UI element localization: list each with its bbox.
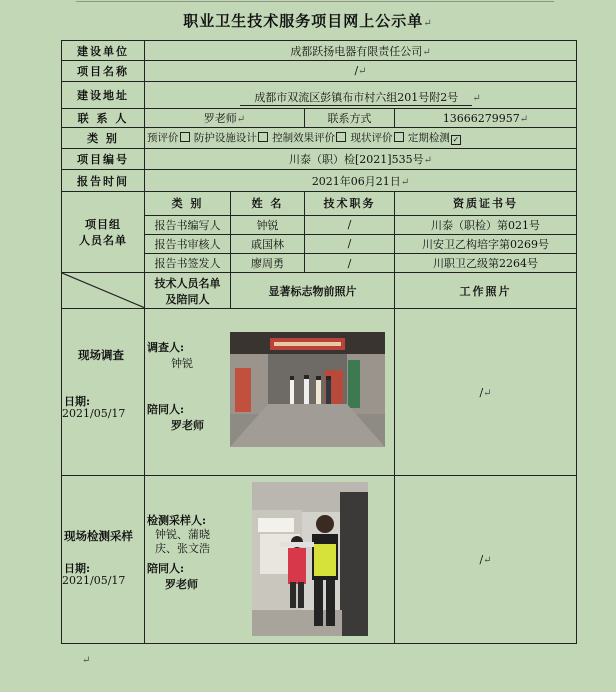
sampling-label: 现场检测采样: [64, 529, 133, 544]
row-number: [62, 148, 577, 169]
survey-label: 现场调查: [78, 347, 124, 362]
staff-role: 报告书编写人: [145, 215, 231, 234]
survey-label-cell: [62, 308, 145, 476]
staff-name: 戚国林: [231, 234, 305, 253]
staff-header-row: [62, 192, 577, 215]
photos-header-row: [62, 273, 577, 309]
sampling-companion-label: 陪同人:: [147, 562, 185, 576]
sampling-row: [62, 476, 577, 644]
notice-table: [61, 40, 577, 644]
staff-col-header: 技术人员名单 及陪同人: [145, 273, 231, 309]
staff-name: 廖周勇: [231, 254, 305, 273]
staff-header-name: 姓 名: [231, 192, 305, 215]
checkbox-icon[interactable]: [258, 132, 268, 142]
sampler-label: 检测采样人:: [147, 514, 207, 528]
type-option[interactable]: 现状评价: [351, 132, 405, 144]
unit-value: 成都跃扬电器有限责任公司↵: [145, 41, 577, 61]
checkbox-icon[interactable]: [336, 132, 346, 142]
survey-date-label: 日期:: [64, 394, 91, 408]
checkbox-checked-icon[interactable]: ✓: [452, 135, 460, 145]
investigator-label: 调查人:: [147, 340, 185, 354]
staff-title: /: [305, 234, 395, 253]
sampler-value: 钟锐、蒲晓庆、张文浩: [155, 528, 210, 556]
staff-header-title: 技术职务: [305, 192, 395, 215]
survey-work-photo: /↵: [395, 308, 577, 476]
staff-title: /: [305, 215, 395, 234]
staff-cert: 川职卫乙级第2264号: [395, 254, 577, 273]
page-title: 职业卫生技术服务项目网上公示单↵: [183, 12, 433, 30]
staff-cert: 川安卫乙构培字第0269号: [395, 234, 577, 253]
staff-header-cert: 资质证书号: [395, 192, 577, 215]
type-option[interactable]: 预评价: [147, 132, 191, 144]
staff-role: 报告书签发人: [145, 254, 231, 273]
type-option[interactable]: 防护设施设计: [194, 132, 269, 144]
sampling-date-label: 日期:: [64, 562, 91, 576]
type-option[interactable]: 控制效果评价: [272, 132, 347, 144]
survey-content-cell: [145, 308, 395, 476]
investigator-value: 钟锐: [171, 356, 193, 370]
staff-cert: 川泰（职检）第021号: [395, 215, 577, 234]
type-label: 类 别: [62, 128, 145, 148]
checkbox-icon[interactable]: [180, 132, 190, 142]
landmark-photo-survey: [230, 332, 385, 447]
contact-value: 罗老师↵: [145, 109, 305, 128]
unit-label: 建设单位: [62, 41, 145, 61]
checkbox-icon[interactable]: [394, 132, 404, 142]
factory-gate-photo: [230, 332, 385, 447]
project-value: /↵: [145, 61, 577, 81]
work-col-header: 工作照片: [395, 273, 577, 309]
diagonal-corner-cell: [62, 273, 145, 309]
row-type: [62, 128, 577, 148]
staff-header-role: 类 别: [145, 192, 231, 215]
companion-value: 罗老师: [171, 418, 204, 432]
staff-name: 钟锐: [231, 215, 305, 234]
number-label: 项目编号: [62, 148, 145, 169]
sampling-content-cell: [145, 476, 395, 644]
project-label: 项目名称: [62, 61, 145, 81]
row-address: [62, 81, 577, 108]
paragraph-mark: ↵: [82, 655, 91, 666]
phone-value: 13666279957↵: [395, 109, 577, 128]
sampling-companion-value: 罗老师: [165, 578, 198, 592]
staff-role: 报告书审核人: [145, 234, 231, 253]
type-options: [145, 128, 577, 148]
address-value: 成都市双流区彭镇布市村六组201号附2号 ↵: [145, 81, 577, 108]
top-rule: [76, 1, 554, 2]
row-unit: [62, 41, 577, 61]
staff-group-label: 项目组 人员名单: [62, 192, 145, 273]
sampling-work-photo: /↵: [395, 476, 577, 644]
row-contact: [62, 109, 577, 128]
sampling-scene-photo: [252, 482, 368, 636]
diagonal-line: [62, 273, 144, 308]
phone-label: 联系方式: [305, 109, 395, 128]
number-value: 川泰（职）检[2021]535号↵: [145, 148, 577, 169]
companion-label: 陪同人:: [147, 402, 185, 416]
contact-label: 联 系 人: [62, 109, 145, 128]
landmark-photo-sampling: [252, 482, 368, 636]
staff-title: /: [305, 254, 395, 273]
survey-date-value: 2021/05/17: [62, 406, 126, 420]
row-project: [62, 61, 577, 81]
time-label: 报告时间: [62, 169, 145, 191]
survey-row: [62, 308, 577, 476]
type-option[interactable]: 定期检测 ✓: [407, 132, 460, 145]
time-value: 2021年06月21日↵: [145, 169, 577, 191]
landmark-col-header: 显著标志物前照片: [231, 273, 395, 309]
address-label: 建设地址: [62, 81, 145, 108]
sampling-date-value: 2021/05/17: [62, 574, 126, 588]
row-time: [62, 169, 577, 191]
sampling-label-cell: [62, 476, 145, 644]
